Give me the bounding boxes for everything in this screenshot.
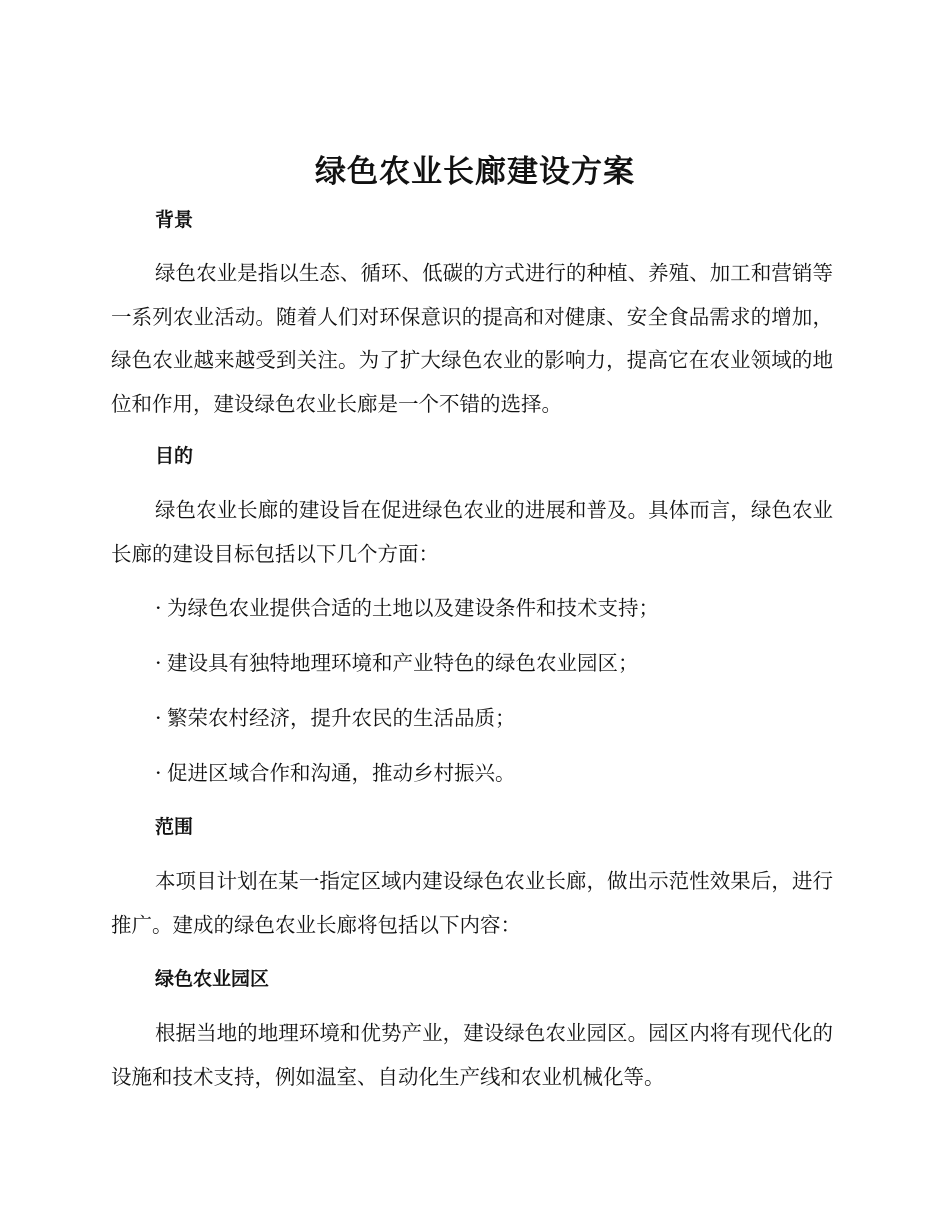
bullet-text: 促进区域合作和沟通，推动乡村振兴。: [167, 761, 516, 785]
bullet-text: 为绿色农业提供合适的土地以及建设条件和技术支持；: [167, 596, 659, 620]
section-heading-green-park: 绿色农业园区: [155, 968, 270, 990]
purpose-bullet-item: [155, 703, 835, 733]
bullet-marker: ·: [155, 651, 162, 675]
purpose-bullet-item: [155, 593, 835, 623]
purpose-paragraph: 绿色农业长廊的建设旨在促进绿色农业的进展和普及。具体而言，绿色农业长廊的建设目标包括以下几个方面：: [111, 498, 833, 566]
background-paragraph: 绿色农业是指以生态、循环、低碳的方式进行的种植、养殖、加工和营销等一系列农业活动。随着人们对环保意识的提高和对健康、安全食品需求的增加，绿色农业越来越受到关注。为了扩大绿色农业的影响力，提高它在农业领域的地位和作用，建设绿色农业长廊是一个不错的选择。: [111, 261, 833, 416]
purpose-bullet-item: [155, 648, 835, 678]
section-heading-scope: 范围: [155, 816, 194, 838]
bullet-marker: ·: [155, 596, 162, 620]
bullet-text: 繁荣农村经济，提升农民的生活品质；: [167, 706, 516, 730]
green-park-paragraph: 根据当地的地理环境和优势产业，建设绿色农业园区。园区内将有现代化的设施和技术支持，例如温室、自动化生产线和农业机械化等。: [111, 1021, 833, 1089]
section-heading-background: 背景: [155, 209, 194, 231]
scope-paragraph: 本项目计划在某一指定区域内建设绿色农业长廊，做出示范性效果后，进行推广。建成的绿色农业长廊将包括以下内容：: [111, 869, 833, 937]
document-title: 绿色农业长廊建设方案: [315, 154, 635, 190]
bullet-text: 建设具有独特地理环境和产业特色的绿色农业园区；: [167, 651, 639, 675]
purpose-bullet-item: [155, 758, 835, 788]
bullet-marker: ·: [155, 706, 162, 730]
section-heading-purpose: 目的: [155, 445, 194, 467]
bullet-marker: ·: [155, 761, 162, 785]
